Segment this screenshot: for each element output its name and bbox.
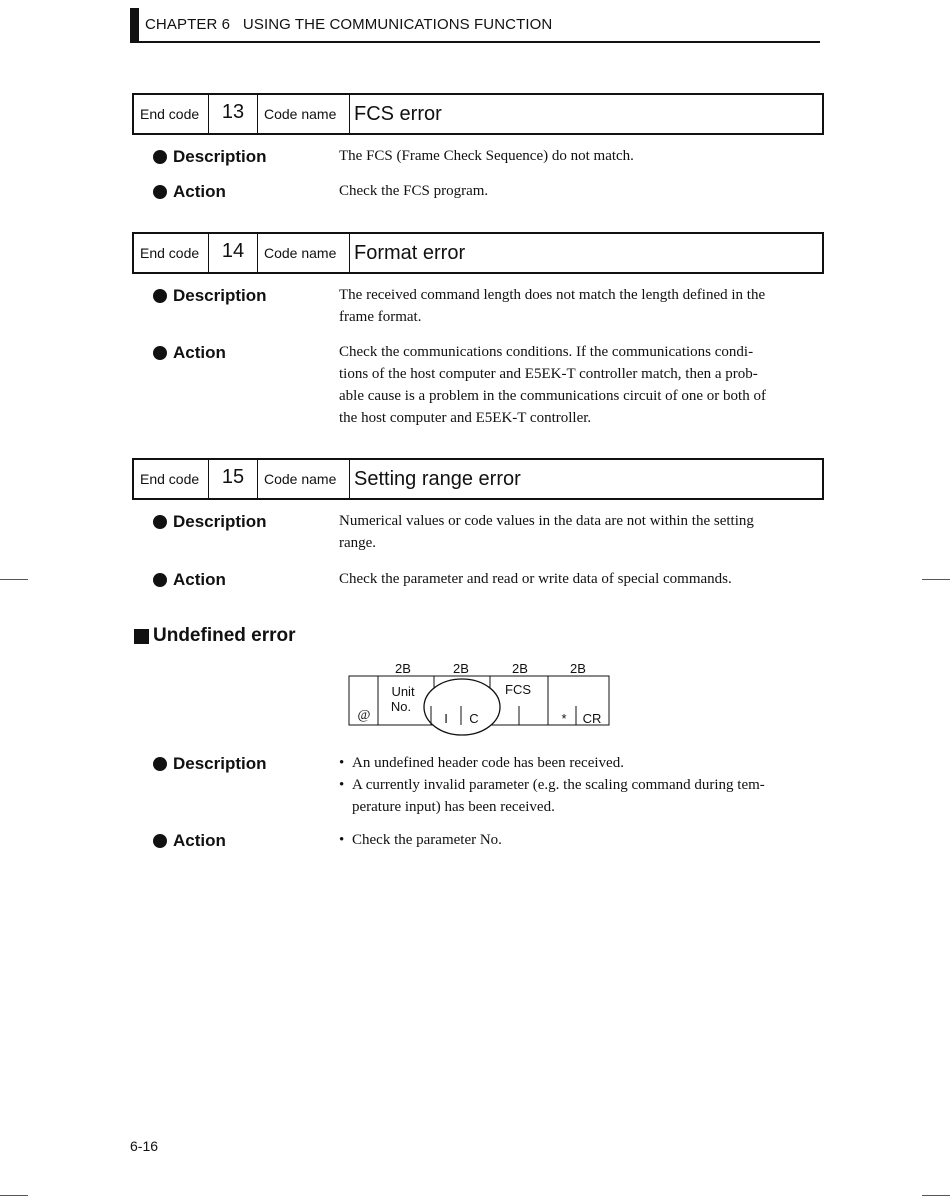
action-label <box>153 570 226 590</box>
label-text: Action <box>173 182 226 201</box>
section-heading-text: Undefined error <box>153 625 296 646</box>
end-code-box-13 <box>132 93 824 135</box>
text-line: Numerical values or code values in the data are not within the setting <box>339 513 754 529</box>
description-label <box>153 754 267 774</box>
square-bullet-icon <box>134 629 149 644</box>
end-code-box-15 <box>132 458 824 500</box>
text-line: the host computer and E5EK-T controller. <box>339 410 592 426</box>
unit-no-label: No. <box>390 699 412 714</box>
size-label: 2B <box>512 661 528 676</box>
header-code-circle <box>424 679 500 735</box>
text-line: Check the FCS program. <box>339 183 489 199</box>
page-number: 6-16 <box>130 1138 159 1154</box>
chapter-marker-bar <box>130 8 139 42</box>
code-name-value: FCS error <box>354 102 442 125</box>
bullet-dot-icon <box>153 346 167 360</box>
text-line: able cause is a problem in the communications circuit of one or both of <box>339 388 766 404</box>
size-label: 2B <box>570 661 586 676</box>
end-code-label: End code <box>134 95 209 133</box>
bullet-glyph: • <box>339 755 345 771</box>
text-line: tions of the host computer and E5EK-T controller match, then a prob- <box>339 366 758 382</box>
header-rule <box>130 41 820 43</box>
end-code-value: 13 <box>209 95 258 133</box>
bullet-dot-icon <box>153 573 167 587</box>
terminator-star: * <box>561 711 567 726</box>
label-text: Action <box>173 570 226 589</box>
description-item <box>339 752 819 774</box>
description-label <box>153 147 267 167</box>
crop-mark-left <box>0 579 28 580</box>
label-text: Action <box>173 343 226 362</box>
action-item <box>339 829 819 851</box>
chapter-title: USING THE COMMUNICATIONS FUNCTION <box>242 16 553 33</box>
bullet-dot-icon <box>153 185 167 199</box>
section-heading <box>134 625 296 647</box>
text-line: range. <box>339 535 377 551</box>
code-name-value: Setting range error <box>354 467 521 490</box>
description-item <box>339 774 819 818</box>
action-text <box>339 341 821 429</box>
crop-mark-right <box>922 579 950 580</box>
text-line: The received command length does not match the length defined in the <box>339 287 766 303</box>
end-code-box-14 <box>132 232 824 274</box>
frame-format-diagram <box>345 660 615 726</box>
action-text <box>339 568 821 590</box>
text-line: frame format. <box>339 309 422 325</box>
header-code-c: C <box>469 711 479 726</box>
bullet-glyph: • <box>339 777 345 793</box>
code-name-value: Format error <box>354 241 466 264</box>
code-name-label: Code name <box>258 460 350 498</box>
text-line: Check the communications conditions. If the communications condi- <box>339 344 754 360</box>
bullet-dot-icon <box>153 150 167 164</box>
bullet-dot-icon <box>153 834 167 848</box>
action-label <box>153 831 226 851</box>
end-code-value: 15 <box>209 460 258 498</box>
label-text: Description <box>173 286 267 305</box>
action-text <box>339 180 821 202</box>
code-name-label: Code name <box>258 234 350 272</box>
label-text: Description <box>173 512 267 531</box>
end-code-value: 14 <box>209 234 258 272</box>
action-label <box>153 343 226 363</box>
at-sign: @ <box>357 708 371 723</box>
text-line: perature input) has been received. <box>352 799 555 815</box>
chapter-number: CHAPTER 6 <box>145 16 231 33</box>
end-code-label: End code <box>134 460 209 498</box>
description-text <box>339 284 821 328</box>
description-text <box>339 145 821 167</box>
text-line: Check the parameter and read or write data of special commands. <box>339 571 732 587</box>
terminator-cr: CR <box>582 711 602 726</box>
bullet-glyph: • <box>339 832 345 848</box>
end-code-label: End code <box>134 234 209 272</box>
label-text: Description <box>173 754 267 773</box>
size-label: 2B <box>395 661 411 676</box>
description-label <box>153 512 267 532</box>
unit-no-label: Unit <box>391 684 415 699</box>
bullet-dot-icon <box>153 289 167 303</box>
bullet-dot-icon <box>153 515 167 529</box>
description-label <box>153 286 267 306</box>
text-line: An undefined header code has been received. <box>352 755 624 771</box>
size-label: 2B <box>453 661 469 676</box>
label-text: Description <box>173 147 267 166</box>
code-name-label: Code name <box>258 95 350 133</box>
bullet-dot-icon <box>153 757 167 771</box>
label-text: Action <box>173 831 226 850</box>
text-line: Check the parameter No. <box>352 832 502 848</box>
text-line: The FCS (Frame Check Sequence) do not match. <box>339 148 634 164</box>
action-label <box>153 182 226 202</box>
header-code-i: I <box>444 711 448 726</box>
running-header <box>145 16 552 33</box>
fcs-label: FCS <box>505 682 531 697</box>
text-line: A currently invalid parameter (e.g. the scaling command during tem- <box>352 777 765 793</box>
description-text <box>339 510 821 554</box>
